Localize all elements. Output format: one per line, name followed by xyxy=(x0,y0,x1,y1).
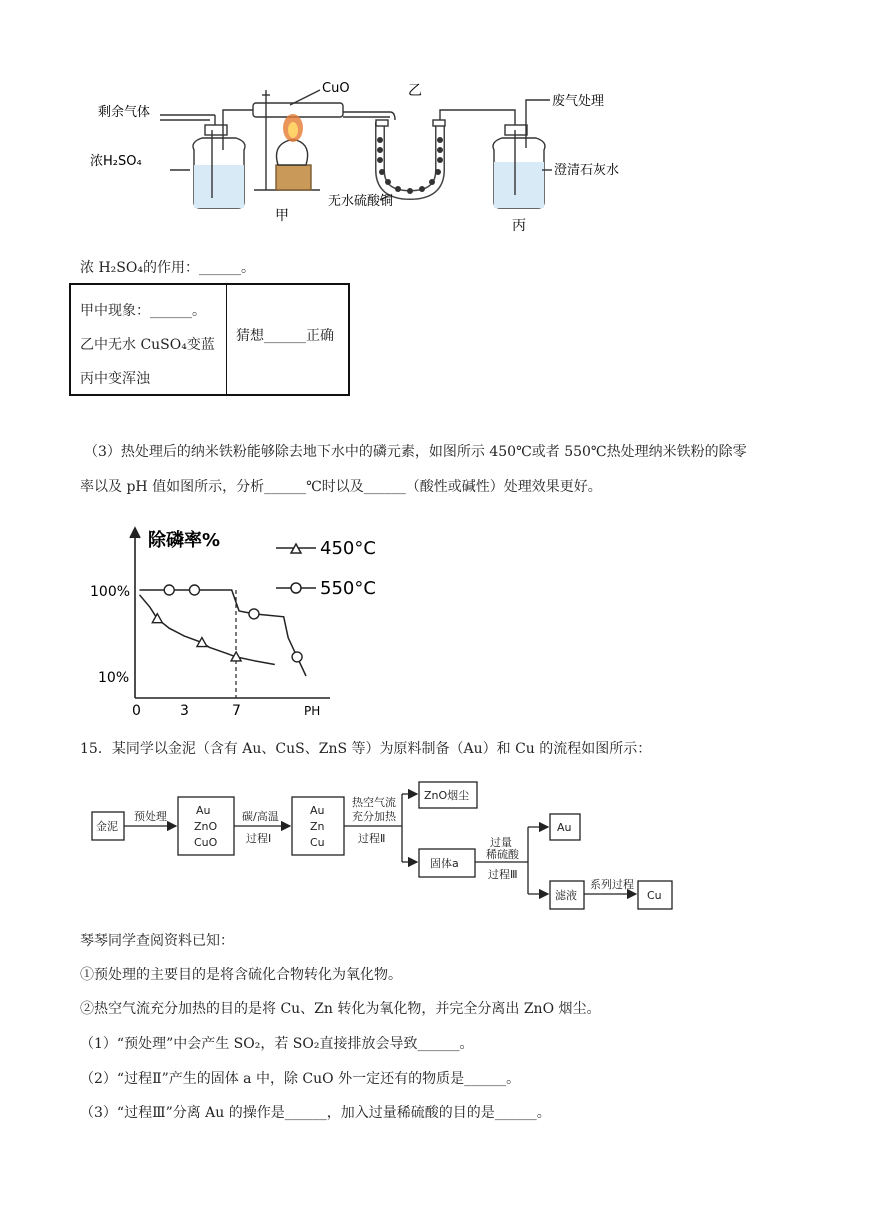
flow-solid-a: 固体a xyxy=(430,857,459,870)
chart-ylabel: 除磷率% xyxy=(148,530,221,551)
data-point-1-0 xyxy=(164,585,174,595)
flow-box1-au: Au xyxy=(196,804,211,817)
legend-550: 550°C xyxy=(320,578,376,599)
q3-text-line2: 率以及 pH 值如图所示，分析______℃时以及______（酸性或碱性）处理效果更好。 xyxy=(80,479,602,495)
flow-pretreat: 预处理 xyxy=(134,810,167,823)
label-limewater: 澄清石灰水 xyxy=(554,163,620,178)
ytick-100: 100% xyxy=(90,584,131,600)
table-line-yi: 乙中无水 CuSO₄变蓝 xyxy=(80,337,215,353)
flow-step1-bottom: 过程Ⅰ xyxy=(246,832,272,845)
question-h2so4-role: 浓 H₂SO₄的作用：______。 xyxy=(80,260,255,276)
xtick-7: 7 xyxy=(232,703,241,719)
subquestion-3: （3）“过程Ⅲ”分离 Au 的操作是______，加入过量稀硫酸的目的是______。 xyxy=(80,1105,551,1121)
label-yi: 乙 xyxy=(408,83,422,99)
label-conc-h2so4: 浓H₂SO₄ xyxy=(90,154,142,169)
flow-step1-top: 碳/高温 xyxy=(242,810,279,823)
chart-xlabel: PH xyxy=(304,704,321,718)
note-2: ②热空气流充分加热的目的是将 Cu、Zn 转化为氧化物，并完全分离出 ZnO 烟尘。 xyxy=(80,1001,601,1017)
series-line-1 xyxy=(140,590,307,676)
subquestion-1: （1）“预处理”中会产生 SO₂，若 SO₂直接排放会导致______。 xyxy=(80,1036,474,1052)
table-line-bing: 丙中变浑浊 xyxy=(80,371,150,387)
data-point-1-2 xyxy=(249,609,259,619)
flow-box2-au: Au xyxy=(310,804,325,817)
flow-box2-zn: Zn xyxy=(310,820,325,833)
phosphorus-removal-chart xyxy=(90,520,410,720)
data-point-0-0 xyxy=(152,614,162,623)
xtick-0: 0 xyxy=(132,703,141,719)
data-point-1-3 xyxy=(292,652,302,662)
question-15: 15．某同学以金泥（含有 Au、CuS、ZnS 等）为原料制备（Au）和 Cu 的流程如图所示： xyxy=(80,741,652,757)
observation-table xyxy=(69,283,350,396)
q3-text-line1: （3）热处理后的纳米铁粉能够除去地下水中的磷元素，如图所示 450℃或者 550℃热处理纳米铁粉的除零 xyxy=(84,444,747,460)
flow-filtrate: 滤液 xyxy=(555,889,577,902)
flow-step3-bottom: 过程Ⅲ xyxy=(488,868,518,881)
ytick-10: 10% xyxy=(98,670,130,686)
flow-step3-top1: 过量 xyxy=(490,836,512,849)
flow-jinni: 金泥 xyxy=(96,820,118,833)
flow-zno: ZnO烟尘 xyxy=(424,789,470,802)
data-point-1-1 xyxy=(189,585,199,595)
series-line-0 xyxy=(140,595,275,665)
flow-au: Au xyxy=(557,821,572,834)
label-remaining-gas: 剩余气体 xyxy=(98,105,151,120)
table-left-cell xyxy=(80,294,215,396)
flow-cu: Cu xyxy=(647,889,662,902)
flow-step2-bottom: 过程Ⅱ xyxy=(358,832,386,845)
process-flow-diagram xyxy=(90,772,680,917)
label-anhydrous-cuso4: 无水硫酸铜 xyxy=(328,194,394,209)
apparatus-figure xyxy=(90,70,650,240)
flow-step3-top2: 稀硫酸 xyxy=(486,848,519,861)
table-line-jia: 甲中现象：______。 xyxy=(80,303,206,319)
note-1: ①预处理的主要目的是将含硫化合物转化为氧化物。 xyxy=(80,967,402,983)
flow-box1-cuo: CuO xyxy=(194,836,218,849)
legend-circle-icon xyxy=(291,583,301,593)
label-waste-gas: 废气处理 xyxy=(552,94,605,109)
subquestion-2: （2）“过程Ⅱ”产生的固体 a 中，除 CuO 外一定还有的物质是______。 xyxy=(80,1071,521,1087)
label-jia: 甲 xyxy=(275,208,289,224)
flow-step2-top1: 热空气流 xyxy=(352,796,396,809)
flow-box2-cu: Cu xyxy=(310,836,325,849)
flow-series-process: 系列过程 xyxy=(590,878,634,891)
table-divider xyxy=(226,285,227,394)
legend-450: 450°C xyxy=(320,538,376,559)
flow-step2-top2: 充分加热 xyxy=(352,810,396,823)
label-cuo: CuO xyxy=(322,81,350,96)
flow-box1-zno: ZnO xyxy=(194,820,218,833)
xtick-3: 3 xyxy=(180,703,189,719)
notes-intro: 琴琴同学查阅资料已知： xyxy=(80,933,234,949)
label-bing: 丙 xyxy=(512,218,526,234)
table-right-cell: 猜想______正确 xyxy=(236,328,334,344)
